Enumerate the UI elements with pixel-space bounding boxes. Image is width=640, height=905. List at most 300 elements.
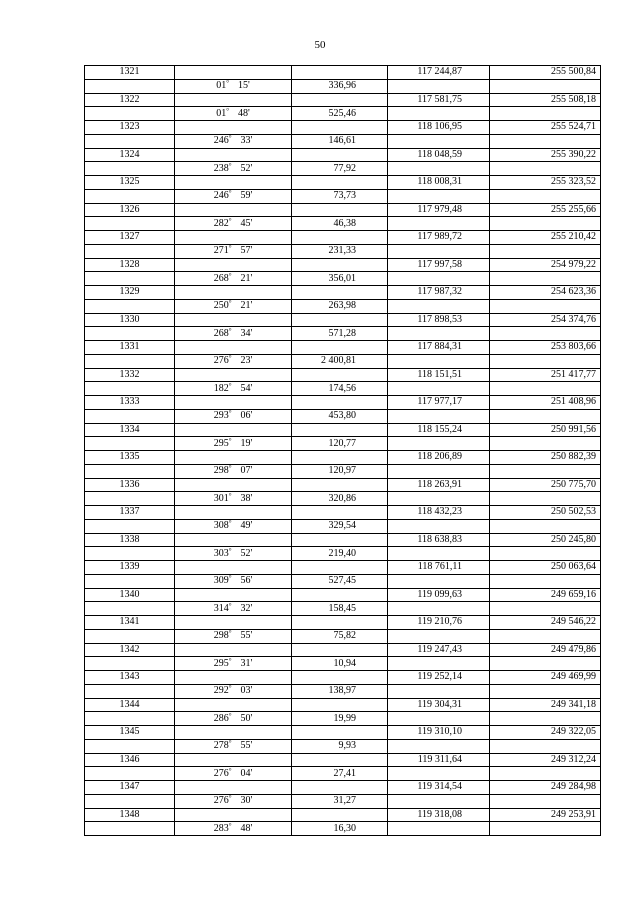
degree-symbol: ° <box>228 381 232 390</box>
direction-angle <box>175 767 292 781</box>
angle-cell-empty <box>175 506 292 520</box>
x-coordinate: 118 151,51 <box>388 368 490 382</box>
angle-cell-empty <box>175 396 292 410</box>
x-cell-empty <box>388 794 490 808</box>
direction-angle <box>175 244 292 258</box>
point-number: 1333 <box>85 396 175 410</box>
direction-angle <box>175 189 292 203</box>
length-cell-empty <box>292 451 388 465</box>
x-cell-empty <box>388 244 490 258</box>
y-coordinate: 253 803,66 <box>490 341 601 355</box>
direction-angle <box>175 684 292 698</box>
angle-minutes: 52' <box>240 547 253 559</box>
angle-degrees: 276 <box>213 767 229 779</box>
angle-minutes: 32' <box>240 602 253 614</box>
x-cell-empty <box>388 189 490 203</box>
segment-length: 527,45 <box>292 574 388 588</box>
y-coordinate: 249 469,99 <box>490 671 601 685</box>
angle-degrees: 283 <box>213 822 229 834</box>
angle-minutes: 59' <box>240 190 253 202</box>
x-cell-empty <box>388 574 490 588</box>
angle-minutes: 23' <box>240 355 253 367</box>
y-cell-empty <box>490 382 601 396</box>
angle-minutes: 19' <box>240 437 253 449</box>
segment-row <box>85 107 601 121</box>
segment-length: 231,33 <box>292 244 388 258</box>
y-cell-empty <box>490 492 601 506</box>
segment-row <box>85 712 601 726</box>
x-coordinate: 117 884,31 <box>388 341 490 355</box>
degree-symbol: ° <box>226 79 229 88</box>
y-coordinate: 249 659,16 <box>490 588 601 602</box>
y-coordinate: 254 374,76 <box>490 313 601 327</box>
angle-degrees: 301 <box>213 492 229 504</box>
direction-angle <box>175 794 292 808</box>
angle-cell-empty <box>175 726 292 740</box>
length-cell-empty <box>292 808 388 822</box>
degree-symbol: ° <box>228 189 232 198</box>
angle-cell-empty <box>175 616 292 630</box>
x-coordinate: 118 432,23 <box>388 506 490 520</box>
y-coordinate: 249 253,91 <box>490 808 601 822</box>
degree-symbol: ° <box>226 106 229 115</box>
angle-cell-empty <box>175 671 292 685</box>
degree-symbol: ° <box>228 299 232 308</box>
y-coordinate: 255 390,22 <box>490 148 601 162</box>
point-cell-empty <box>85 217 175 231</box>
length-cell-empty <box>292 231 388 245</box>
coordinates-table-body <box>85 66 601 836</box>
y-coordinate: 250 775,70 <box>490 478 601 492</box>
angle-cell-empty <box>175 341 292 355</box>
point-number: 1321 <box>85 66 175 80</box>
y-cell-empty <box>490 107 601 121</box>
angle-degrees: 295 <box>213 657 229 669</box>
y-cell-empty <box>490 217 601 231</box>
x-coordinate: 117 244,87 <box>388 66 490 80</box>
length-cell-empty <box>292 726 388 740</box>
point-cell-empty <box>85 327 175 341</box>
point-row <box>85 671 601 685</box>
x-cell-empty <box>388 602 490 616</box>
degree-symbol: ° <box>228 354 232 363</box>
angle-cell-empty <box>175 423 292 437</box>
length-cell-empty <box>292 698 388 712</box>
point-cell-empty <box>85 739 175 753</box>
degree-symbol: ° <box>228 216 232 225</box>
angle-cell-empty <box>175 451 292 465</box>
point-number: 1338 <box>85 533 175 547</box>
x-coordinate: 117 989,72 <box>388 231 490 245</box>
degree-symbol: ° <box>228 794 232 803</box>
x-cell-empty <box>388 767 490 781</box>
segment-length: 16,30 <box>292 822 388 836</box>
segment-row <box>85 327 601 341</box>
point-cell-empty <box>85 382 175 396</box>
degree-symbol: ° <box>228 711 232 720</box>
segment-row <box>85 134 601 148</box>
point-number: 1339 <box>85 561 175 575</box>
x-cell-empty <box>388 382 490 396</box>
coordinates-table <box>84 65 601 836</box>
segment-length: 356,01 <box>292 272 388 286</box>
angle-minutes: 31' <box>240 657 253 669</box>
point-number: 1324 <box>85 148 175 162</box>
y-cell-empty <box>490 162 601 176</box>
point-row <box>85 698 601 712</box>
segment-length: 329,54 <box>292 519 388 533</box>
length-cell-empty <box>292 478 388 492</box>
angle-cell-empty <box>175 66 292 80</box>
segment-length: 77,92 <box>292 162 388 176</box>
direction-angle <box>175 79 292 93</box>
angle-minutes: 52' <box>240 162 253 174</box>
direction-angle <box>175 712 292 726</box>
angle-cell-empty <box>175 808 292 822</box>
segment-row <box>85 189 601 203</box>
segment-row <box>85 272 601 286</box>
point-row <box>85 231 601 245</box>
point-number: 1325 <box>85 176 175 190</box>
degree-symbol: ° <box>228 491 232 500</box>
x-coordinate: 118 263,91 <box>388 478 490 492</box>
x-coordinate: 119 311,64 <box>388 753 490 767</box>
y-coordinate: 249 284,98 <box>490 781 601 795</box>
x-coordinate: 118 008,31 <box>388 176 490 190</box>
point-cell-empty <box>85 657 175 671</box>
angle-cell-empty <box>175 176 292 190</box>
y-cell-empty <box>490 657 601 671</box>
direction-angle <box>175 299 292 313</box>
angle-minutes: 34' <box>240 327 253 339</box>
point-number: 1328 <box>85 258 175 272</box>
direction-angle <box>175 492 292 506</box>
angle-minutes: 04' <box>240 767 253 779</box>
length-cell-empty <box>292 148 388 162</box>
x-cell-empty <box>388 107 490 121</box>
angle-minutes: 15' <box>238 80 250 92</box>
degree-symbol: ° <box>228 161 232 170</box>
direction-angle <box>175 409 292 423</box>
x-cell-empty <box>388 739 490 753</box>
segment-length: 27,41 <box>292 767 388 781</box>
angle-cell-empty <box>175 231 292 245</box>
segment-row <box>85 492 601 506</box>
y-coordinate: 255 323,52 <box>490 176 601 190</box>
direction-angle <box>175 602 292 616</box>
direction-angle <box>175 739 292 753</box>
segment-length: 525,46 <box>292 107 388 121</box>
x-coordinate: 117 997,58 <box>388 258 490 272</box>
y-cell-empty <box>490 244 601 258</box>
angle-degrees: 295 <box>213 437 229 449</box>
y-cell-empty <box>490 272 601 286</box>
point-number: 1330 <box>85 313 175 327</box>
point-number: 1336 <box>85 478 175 492</box>
angle-cell-empty <box>175 533 292 547</box>
direction-angle <box>175 134 292 148</box>
length-cell-empty <box>292 533 388 547</box>
point-cell-empty <box>85 519 175 533</box>
y-coordinate: 250 245,80 <box>490 533 601 547</box>
y-cell-empty <box>490 134 601 148</box>
x-coordinate: 119 304,31 <box>388 698 490 712</box>
length-cell-empty <box>292 753 388 767</box>
y-cell-empty <box>490 822 601 836</box>
direction-angle <box>175 519 292 533</box>
x-coordinate: 118 761,11 <box>388 561 490 575</box>
length-cell-empty <box>292 203 388 217</box>
x-cell-empty <box>388 217 490 231</box>
direction-angle <box>175 107 292 121</box>
point-row <box>85 66 601 80</box>
angle-minutes: 49' <box>240 520 253 532</box>
point-row <box>85 258 601 272</box>
segment-length: 336,96 <box>292 79 388 93</box>
x-coordinate: 118 155,24 <box>388 423 490 437</box>
point-cell-empty <box>85 629 175 643</box>
angle-minutes: 30' <box>240 795 253 807</box>
segment-length: 219,40 <box>292 547 388 561</box>
segment-length: 320,86 <box>292 492 388 506</box>
y-coordinate: 249 322,05 <box>490 726 601 740</box>
angle-degrees: 01 <box>216 80 227 92</box>
point-row <box>85 643 601 657</box>
segment-length: 9,93 <box>292 739 388 753</box>
segment-length: 31,27 <box>292 794 388 808</box>
degree-symbol: ° <box>228 684 232 693</box>
degree-symbol: ° <box>228 464 232 473</box>
x-cell-empty <box>388 327 490 341</box>
x-cell-empty <box>388 162 490 176</box>
x-coordinate: 118 048,59 <box>388 148 490 162</box>
point-row <box>85 726 601 740</box>
angle-degrees: 276 <box>213 795 229 807</box>
angle-degrees: 292 <box>213 685 229 697</box>
segment-length: 75,82 <box>292 629 388 643</box>
point-number: 1327 <box>85 231 175 245</box>
segment-row <box>85 217 601 231</box>
point-row <box>85 341 601 355</box>
angle-minutes: 48' <box>240 822 253 834</box>
point-row <box>85 396 601 410</box>
x-cell-empty <box>388 299 490 313</box>
length-cell-empty <box>292 176 388 190</box>
angle-minutes: 55' <box>240 630 253 642</box>
point-row <box>85 286 601 300</box>
angle-cell-empty <box>175 781 292 795</box>
point-number: 1340 <box>85 588 175 602</box>
point-cell-empty <box>85 244 175 258</box>
point-row <box>85 313 601 327</box>
degree-symbol: ° <box>228 519 232 528</box>
angle-minutes: 56' <box>240 575 253 587</box>
angle-minutes: 38' <box>240 492 253 504</box>
angle-degrees: 278 <box>213 740 229 752</box>
length-cell-empty <box>292 341 388 355</box>
point-number: 1347 <box>85 781 175 795</box>
degree-symbol: ° <box>228 271 232 280</box>
y-cell-empty <box>490 299 601 313</box>
y-coordinate: 251 408,96 <box>490 396 601 410</box>
angle-minutes: 45' <box>240 217 253 229</box>
y-coordinate: 255 508,18 <box>490 93 601 107</box>
point-cell-empty <box>85 547 175 561</box>
point-number: 1346 <box>85 753 175 767</box>
direction-angle <box>175 217 292 231</box>
direction-angle <box>175 327 292 341</box>
y-cell-empty <box>490 464 601 478</box>
angle-degrees: 303 <box>213 547 229 559</box>
length-cell-empty <box>292 313 388 327</box>
segment-length: 73,73 <box>292 189 388 203</box>
length-cell-empty <box>292 396 388 410</box>
length-cell-empty <box>292 93 388 107</box>
x-coordinate: 117 977,17 <box>388 396 490 410</box>
angle-cell-empty <box>175 478 292 492</box>
direction-angle <box>175 657 292 671</box>
point-row <box>85 506 601 520</box>
x-coordinate: 117 898,53 <box>388 313 490 327</box>
length-cell-empty <box>292 588 388 602</box>
length-cell-empty <box>292 258 388 272</box>
x-cell-empty <box>388 629 490 643</box>
point-cell-empty <box>85 464 175 478</box>
y-cell-empty <box>490 739 601 753</box>
angle-cell-empty <box>175 258 292 272</box>
segment-row <box>85 299 601 313</box>
y-coordinate: 250 882,39 <box>490 451 601 465</box>
point-cell-empty <box>85 574 175 588</box>
angle-degrees: 268 <box>213 327 229 339</box>
point-cell-empty <box>85 107 175 121</box>
point-cell-empty <box>85 79 175 93</box>
y-cell-empty <box>490 437 601 451</box>
segment-length: 174,56 <box>292 382 388 396</box>
angle-minutes: 48' <box>238 107 250 119</box>
point-row <box>85 368 601 382</box>
angle-minutes: 03' <box>240 685 253 697</box>
point-row <box>85 808 601 822</box>
x-cell-empty <box>388 657 490 671</box>
point-number: 1344 <box>85 698 175 712</box>
point-number: 1331 <box>85 341 175 355</box>
y-coordinate: 255 500,84 <box>490 66 601 80</box>
y-coordinate: 255 210,42 <box>490 231 601 245</box>
length-cell-empty <box>292 671 388 685</box>
degree-symbol: ° <box>228 766 232 775</box>
segment-row <box>85 437 601 451</box>
angle-minutes: 55' <box>240 740 253 752</box>
point-cell-empty <box>85 602 175 616</box>
x-cell-empty <box>388 409 490 423</box>
angle-minutes: 21' <box>240 272 253 284</box>
y-coordinate: 251 417,77 <box>490 368 601 382</box>
y-coordinate: 249 479,86 <box>490 643 601 657</box>
point-row <box>85 478 601 492</box>
angle-cell-empty <box>175 561 292 575</box>
segment-row <box>85 602 601 616</box>
angle-cell-empty <box>175 698 292 712</box>
angle-minutes: 54' <box>240 382 253 394</box>
x-coordinate: 119 314,54 <box>388 781 490 795</box>
angle-minutes: 06' <box>240 410 253 422</box>
point-cell-empty <box>85 189 175 203</box>
point-cell-empty <box>85 822 175 836</box>
y-cell-empty <box>490 629 601 643</box>
y-coordinate: 250 991,56 <box>490 423 601 437</box>
point-row <box>85 176 601 190</box>
x-coordinate: 117 581,75 <box>388 93 490 107</box>
y-coordinate: 249 312,24 <box>490 753 601 767</box>
point-row <box>85 121 601 135</box>
degree-symbol: ° <box>228 656 232 665</box>
segment-row <box>85 574 601 588</box>
point-cell-empty <box>85 134 175 148</box>
point-number: 1335 <box>85 451 175 465</box>
angle-minutes: 33' <box>240 135 253 147</box>
angle-degrees: 268 <box>213 272 229 284</box>
angle-cell-empty <box>175 643 292 657</box>
x-coordinate: 119 318,08 <box>388 808 490 822</box>
page-number: 50 <box>314 39 326 51</box>
angle-minutes: 57' <box>240 245 253 257</box>
x-coordinate: 119 310,10 <box>388 726 490 740</box>
degree-symbol: ° <box>228 629 232 638</box>
length-cell-empty <box>292 616 388 630</box>
y-cell-empty <box>490 327 601 341</box>
angle-degrees: 314 <box>213 602 229 614</box>
point-row <box>85 451 601 465</box>
segment-row <box>85 162 601 176</box>
y-coordinate: 255 524,71 <box>490 121 601 135</box>
x-cell-empty <box>388 437 490 451</box>
y-coordinate: 254 979,22 <box>490 258 601 272</box>
angle-cell-empty <box>175 753 292 767</box>
y-coordinate: 249 546,22 <box>490 616 601 630</box>
degree-symbol: ° <box>228 436 232 445</box>
x-coordinate: 118 638,83 <box>388 533 490 547</box>
degree-symbol: ° <box>228 326 232 335</box>
point-number: 1341 <box>85 616 175 630</box>
point-number: 1323 <box>85 121 175 135</box>
angle-degrees: 298 <box>213 465 229 477</box>
point-number: 1326 <box>85 203 175 217</box>
segment-row <box>85 794 601 808</box>
direction-angle <box>175 574 292 588</box>
segment-row <box>85 244 601 258</box>
point-row <box>85 781 601 795</box>
y-cell-empty <box>490 547 601 561</box>
point-cell-empty <box>85 354 175 368</box>
y-cell-empty <box>490 79 601 93</box>
point-row <box>85 588 601 602</box>
degree-symbol: ° <box>228 134 232 143</box>
angle-minutes: 21' <box>240 300 253 312</box>
point-row <box>85 533 601 547</box>
point-number: 1345 <box>85 726 175 740</box>
length-cell-empty <box>292 121 388 135</box>
angle-cell-empty <box>175 368 292 382</box>
degree-symbol: ° <box>228 244 232 253</box>
point-cell-empty <box>85 299 175 313</box>
y-coordinate: 249 341,18 <box>490 698 601 712</box>
x-cell-empty <box>388 684 490 698</box>
point-row <box>85 616 601 630</box>
angle-degrees: 298 <box>213 630 229 642</box>
x-cell-empty <box>388 519 490 533</box>
degree-symbol: ° <box>228 574 232 583</box>
